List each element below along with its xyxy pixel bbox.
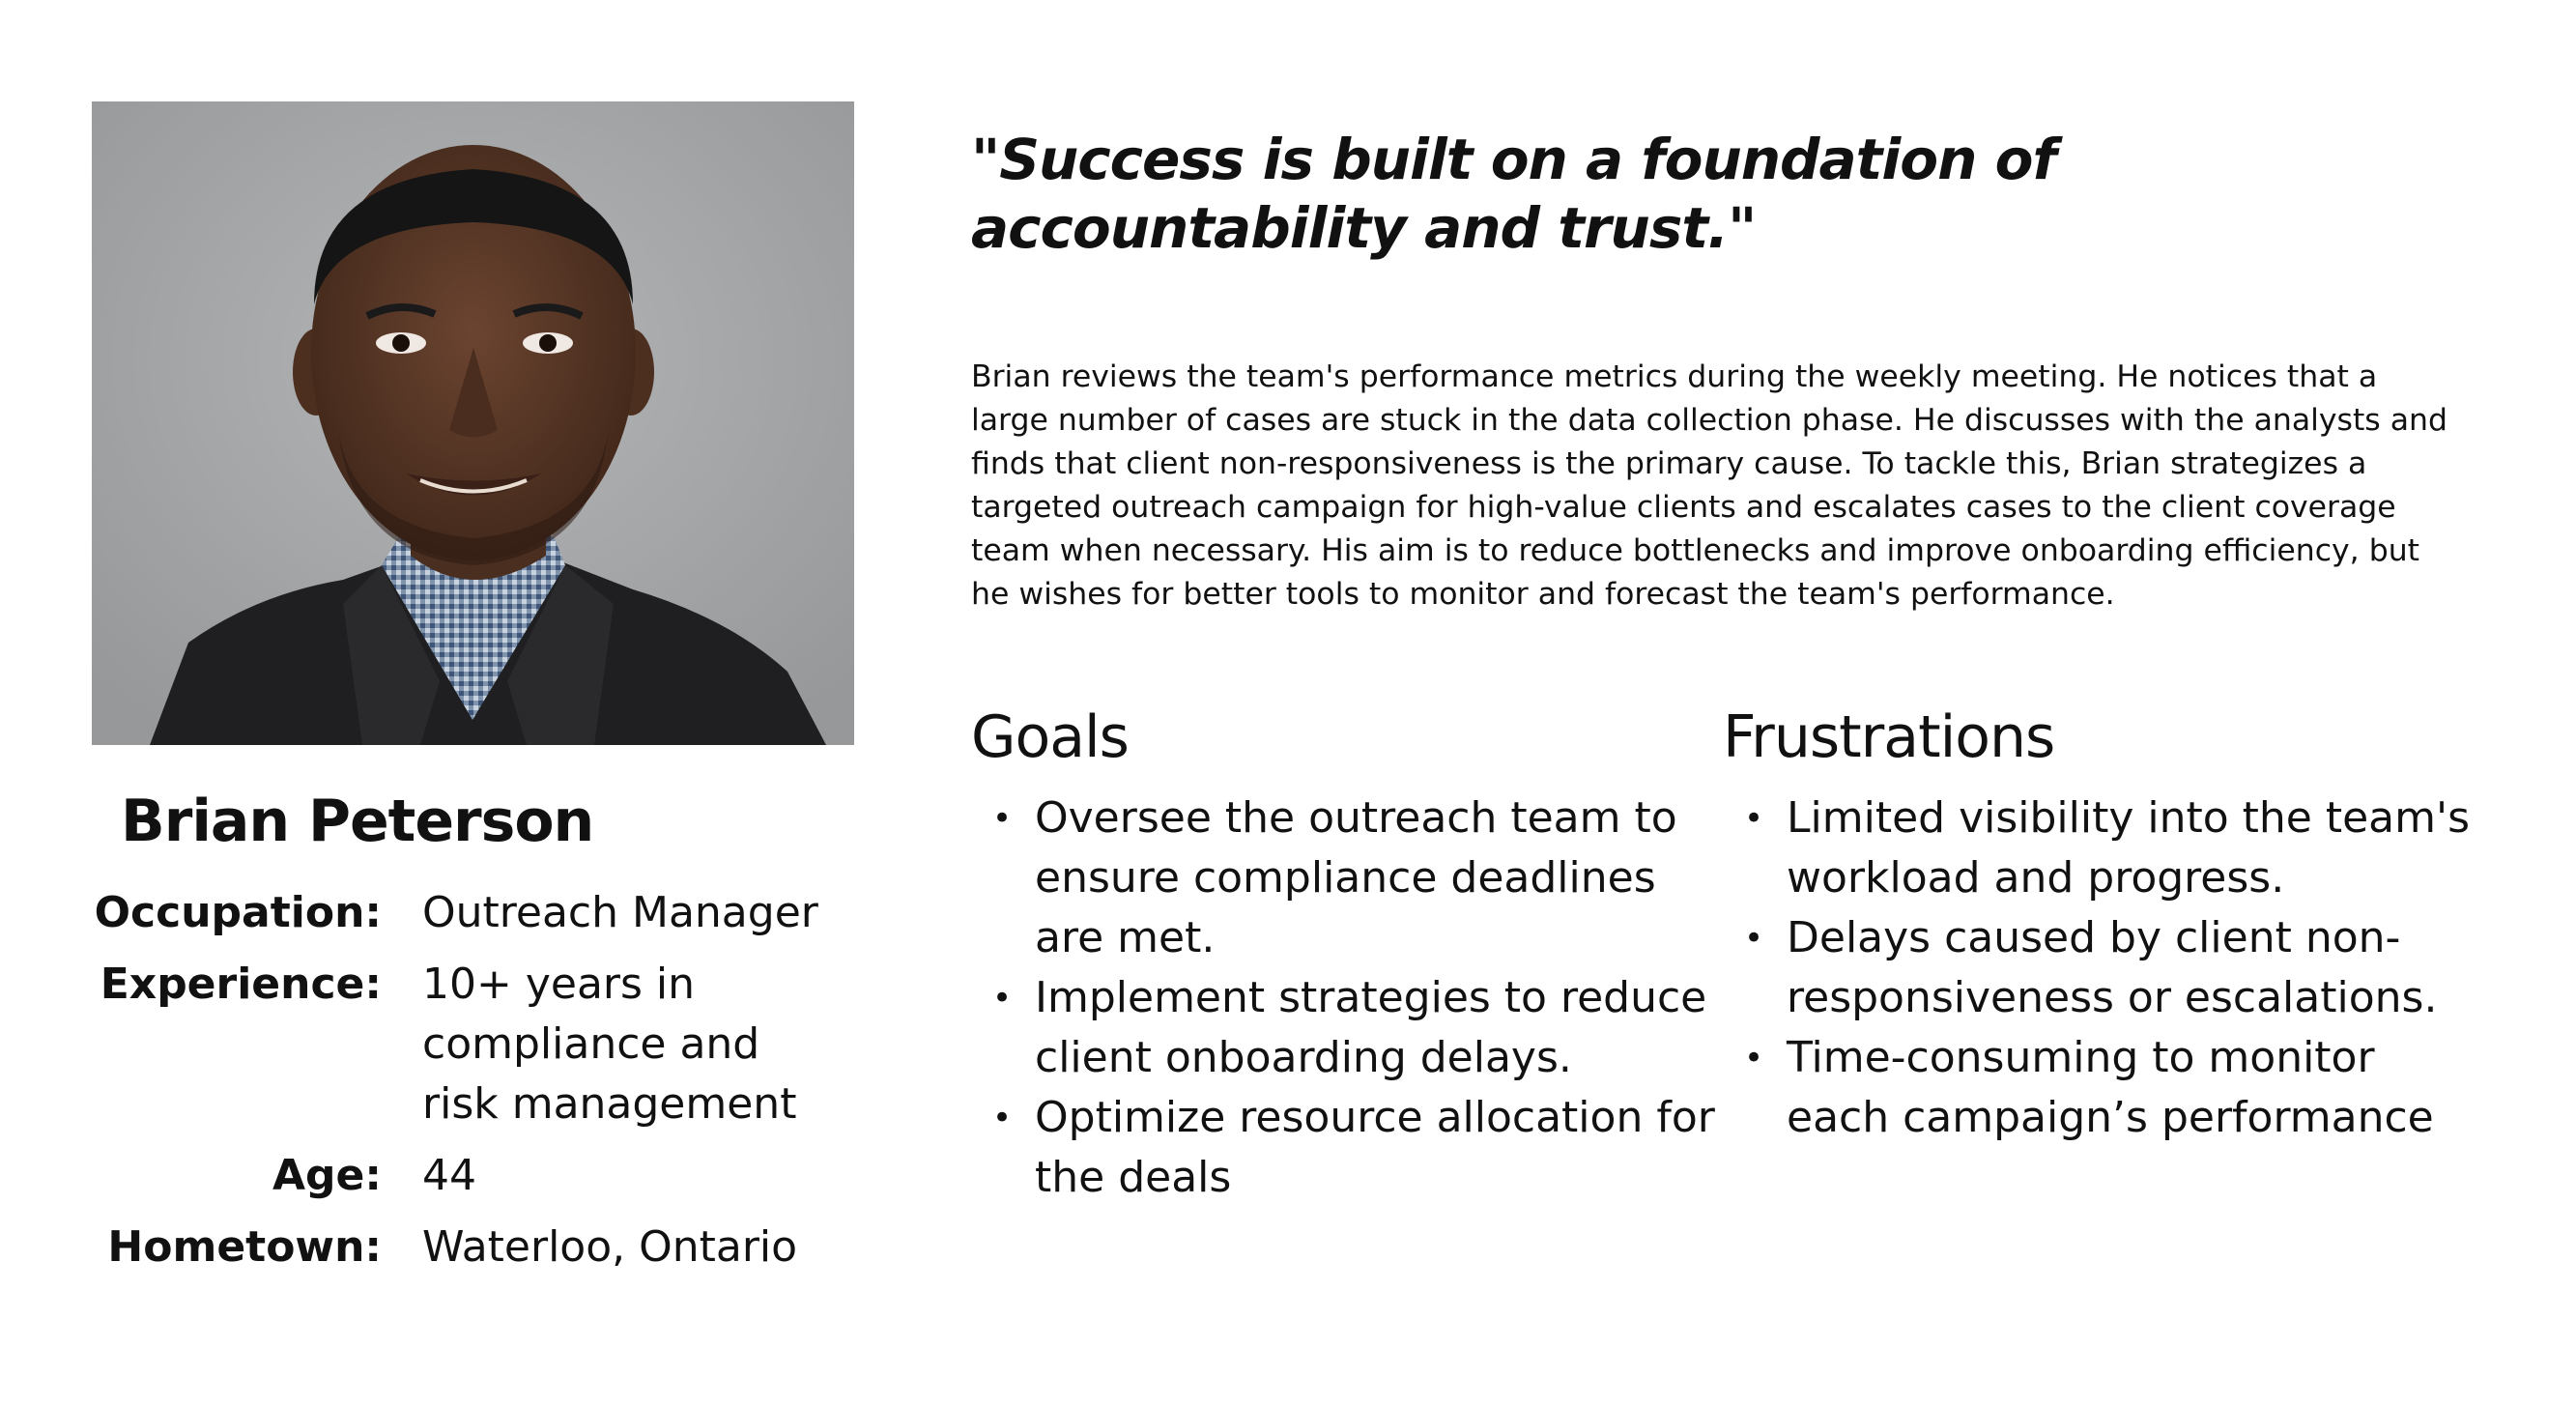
goal-item: • Oversee the outreach team to ensure compliance deadlines are met. (990, 789, 1725, 968)
persona-name: Brian Peterson (121, 788, 594, 855)
portrait-illustration (92, 101, 854, 745)
portrait-photo (92, 101, 854, 745)
goals-heading: Goals (971, 703, 1129, 771)
persona-quote: "Success is built on a foundation of accountability and trust." (971, 127, 2056, 261)
frustration-item: • Limited visibility into the team's workload and progress. (1742, 789, 2476, 908)
detail-value: 10+ years in compliance and risk management (422, 960, 797, 1129)
frustrations-heading: Frustrations (1723, 703, 2055, 771)
frustration-item: • Delays caused by client non-responsiveness or escalations. (1742, 908, 2476, 1028)
detail-experience (92, 955, 855, 1134)
goal-item: • Optimize resource allocation for the deals (990, 1088, 1725, 1208)
persona-story: Brian reviews the team's performance metrics during the weekly meeting. He notices that a large number of cases are stuck in the data collection phase. He discusses with the analysts and finds that client non-responsiveness is the primary cause. To tackle this, Brian strategizes a targeted outreach campaign for high-value clients and escalates cases to the client coverage team when necessary. His aim is to reduce bottlenecks and improve onboarding efficiency, but he wishes for better tools to monitor and forecast the team's performance. (971, 359, 2447, 612)
persona-details (92, 883, 855, 1289)
detail-label: Age: (272, 1151, 382, 1200)
goals-list (990, 789, 1725, 1208)
detail-value: Waterloo, Ontario (422, 1222, 798, 1272)
detail-value: Outreach Manager (422, 888, 818, 937)
detail-label: Occupation: (94, 888, 382, 937)
frustration-item: • Time-consuming to monitor each campaign’s performance (1742, 1028, 2476, 1148)
detail-age (92, 1146, 855, 1206)
detail-value: 44 (422, 1151, 476, 1200)
detail-occupation (92, 883, 855, 943)
goal-item: • Implement strategies to reduce client onboarding delays. (990, 968, 1725, 1088)
detail-hometown (92, 1218, 855, 1277)
detail-label: Hometown: (107, 1222, 382, 1272)
frustrations-list (1742, 789, 2476, 1148)
detail-label: Experience: (100, 960, 382, 1009)
